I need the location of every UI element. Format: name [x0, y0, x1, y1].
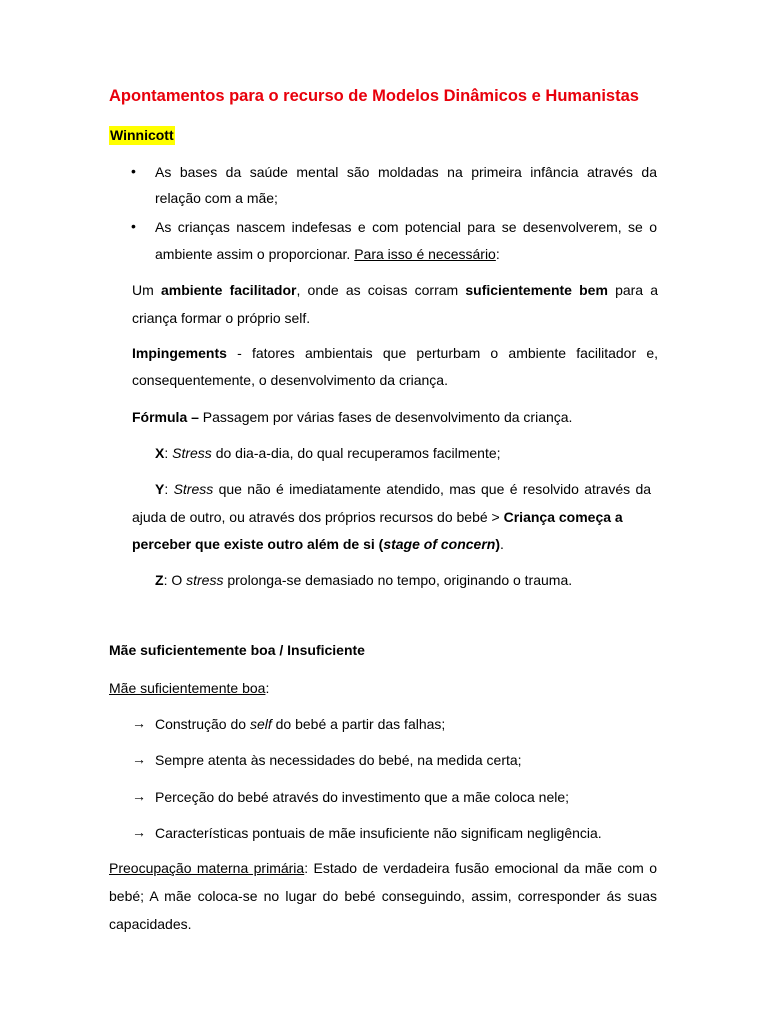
bullet-2-colon: :	[495, 246, 500, 262]
text-span: Construção do	[155, 716, 247, 732]
paragraph-formula	[132, 409, 572, 425]
bold-term: Fórmula –	[132, 409, 199, 425]
bold-term: Impingements	[132, 345, 227, 361]
bold-term: )	[495, 536, 501, 552]
text-span: Passagem por várias fases de desenvolvimento da criança.	[202, 409, 573, 425]
bullet-2-underlined: Para isso é necessário	[354, 246, 496, 262]
arrow-right-icon: →	[132, 824, 146, 840]
bullet-2-line-2	[155, 246, 500, 262]
paragraph-x	[155, 445, 501, 461]
bullet-2-text: ambiente assim o proporcionar.	[155, 246, 351, 262]
bold-term: suficientemente bem	[465, 282, 608, 298]
arrow-item-4: Características pontuais de mãe insuficiente não significam negligência.	[155, 825, 602, 841]
text-span: .	[500, 536, 504, 552]
paragraph-ambiente-line-1	[132, 282, 658, 298]
arrow-right-icon: →	[132, 788, 146, 804]
bold-term: Y	[155, 481, 165, 497]
document-title: Apontamentos para o recurso de Modelos Dinâmicos e Humanistas	[109, 87, 639, 105]
paragraph-preocupacao-line-3: capacidades.	[109, 916, 192, 932]
bullet-1-line-2: relação com a mãe;	[155, 190, 278, 206]
arrow-item-1	[155, 716, 445, 732]
text-span: do bebé a partir das falhas;	[275, 716, 446, 732]
section-heading-winnicott: Winnicott	[110, 127, 174, 143]
bullet-icon: •	[131, 218, 136, 234]
italic-term: stress	[186, 572, 224, 588]
italic-term: Stress	[173, 481, 214, 497]
italic-term: Stress	[172, 445, 212, 461]
text-span: do dia-a-dia, do qual recuperamos facilmente;	[215, 445, 501, 461]
paragraph-y-line-2	[132, 509, 623, 525]
bold-term: X	[155, 445, 165, 461]
arrow-right-icon: →	[132, 715, 146, 731]
paragraph-z	[155, 572, 572, 588]
paragraph-ambiente-line-2: criança formar o próprio self.	[132, 310, 311, 326]
bold-term: perceber que existe outro além de si (	[132, 536, 384, 552]
arrow-item-3: Perceção do bebé através do investimento que a mãe coloca nele;	[155, 789, 570, 805]
text-span: : Estado de verdadeira fusão emocional da mãe com o	[304, 860, 657, 876]
section-heading-mae: Mãe suficientemente boa / Insuficiente	[109, 642, 365, 658]
text-span: :	[164, 481, 169, 497]
text-span: para a	[615, 282, 659, 298]
subheading-mae-boa	[109, 680, 269, 696]
underlined-term: Preocupação materna primária	[109, 860, 305, 876]
text-span: prolonga-se demasiado no tempo, originando o trauma.	[227, 572, 573, 588]
italic-term: self	[249, 716, 272, 732]
arrow-item-2: Sempre atenta às necessidades do bebé, na medida certa;	[155, 752, 522, 768]
text-span: , onde as coisas corram	[296, 282, 459, 298]
arrow-right-icon: →	[132, 751, 146, 767]
text-span: - fatores ambientais que perturbam o ambiente facilitador e,	[237, 345, 659, 361]
paragraph-preocupacao-line-1	[109, 860, 657, 876]
underlined-term: Mãe suficientemente boa	[109, 680, 266, 696]
text-span: :	[164, 445, 169, 461]
paragraph-impingements-line-2: consequentemente, o desenvolvimento da criança.	[132, 372, 448, 388]
bullet-icon: •	[131, 163, 136, 179]
paragraph-preocupacao-line-2: bebé; A mãe coloca-se no lugar do bebé conseguindo, assim, corresponder ás suas	[109, 888, 657, 904]
bullet-2-line-1: As crianças nascem indefesas e com potencial para se desenvolverem, se o	[155, 219, 657, 235]
text-span: Um	[132, 282, 154, 298]
text-span: ajuda de outro, ou através dos próprios recursos do bebé >	[132, 509, 500, 525]
text-span: que não é imediatamente atendido, mas que é resolvido através da	[218, 481, 652, 497]
bold-term: Criança começa a	[503, 509, 623, 525]
bullet-1-line-1: As bases da saúde mental são moldadas na primeira infância através da	[155, 164, 657, 180]
text-span: O	[171, 572, 183, 588]
text-span: :	[265, 680, 270, 696]
paragraph-y-line-1	[155, 481, 651, 497]
italic-term: stage of concern	[383, 536, 496, 552]
paragraph-impingements-line-1	[132, 345, 658, 361]
paragraph-y-line-3	[132, 536, 504, 552]
bold-term: Z	[155, 572, 164, 588]
text-span: :	[163, 572, 168, 588]
bold-term: ambiente facilitador	[160, 282, 297, 298]
